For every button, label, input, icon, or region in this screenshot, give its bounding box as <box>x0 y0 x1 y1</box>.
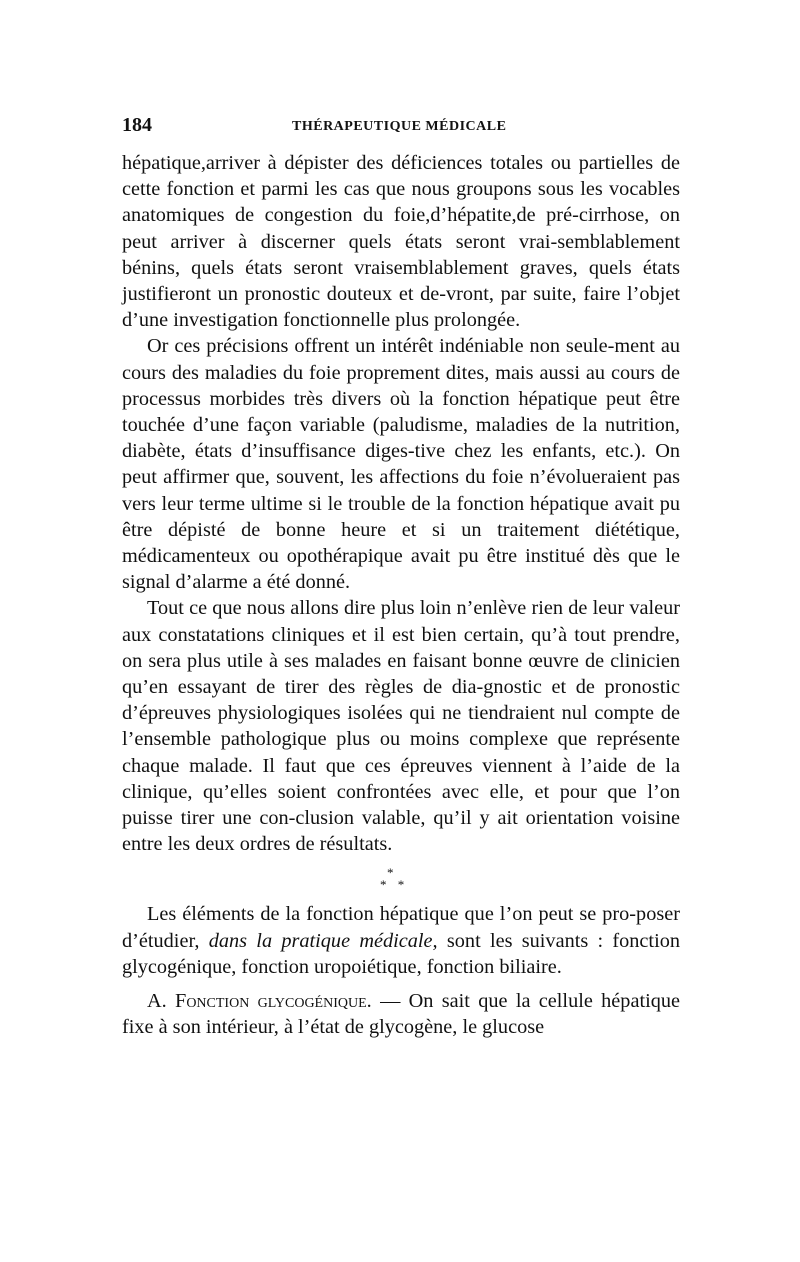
asterism-top: * <box>387 865 394 881</box>
paragraph-4-start: Les éléments de la fonction hépatique que l’on peut se pro-poser d’étudier, <box>122 903 680 952</box>
asterism-bottom: * * <box>380 877 409 893</box>
running-title: THÉRAPEUTIQUE MÉDICALE <box>292 119 507 134</box>
running-head <box>122 114 680 138</box>
paragraph-5-text: — On sait que la cellule hépatique fixe à son intérieur, à l’état de glycogène, le glucose <box>122 990 681 1039</box>
paragraph-3: Tout ce que nous allons dire plus loin n’enlève rien de leur valeur aux constatations cliniques et il est bien certain, qu’à tout prendre, on sera plus utile à ses malades en faisant bonne œuvre de clinicien qu’en essayant de tirer des règles de dia-gnostic et de pronostic d’épreuves physiologiques isolées qui ne tiendraient nul compte de l’ensemble pathologique plus ou moins complexe que représente chaque malade. Il faut que ces épreuves viennent à l’aide de la clinique, qu’elles soient confrontées avec elle, et pour que l’on puisse tirer une con-clusion valable, qu’il y ait orientation voisine entre les deux ordres de résultats. <box>122 597 680 856</box>
paragraph-4-end: sont les suivants : fonction glycogénique, fonction uropoiétique, fonction biliaire. <box>122 929 680 978</box>
section-heading-glycogenic: A. Fonction glycogénique. <box>147 990 372 1013</box>
section-separator <box>122 857 680 901</box>
paragraph-5 <box>122 988 680 1040</box>
page-number: 184 <box>122 114 152 136</box>
paragraph-2: Or ces précisions offrent un intérêt indéniable non seule-ment au cours des maladies du foie proprement dites, mais aussi au cours de processus morbides très divers où la fonction hépatique peut être touchée d’une façon variable (paludisme, maladies de la nutrition, diabète, états d’insuffisance diges-tive chez les enfants, etc.). On peut affirmer que, souvent, les affections du foie n’évolueraient pas vers leur terme ultime si le trouble de la fonction hépatique avait pu être dépisté de bonne heure et si un traitement diététique, médicamenteux ou opothérapique avait pu être institué dès que le signal d’alarme a été donné. <box>122 335 680 594</box>
paragraph-4 <box>122 901 680 980</box>
paragraph-1: hépatique,arriver à dépister des déficiences totales ou partielles de cette fonction et parmi les cas que nous groupons sous les vocables anatomiques de congestion du foie,d’hépatite,de pré-cirrhose, on peut arriver à discerner quels états seront vrai-semblablement bénins, quels états seront vraisemblablement graves, quels états justifieront un pronostic douteux et de-vront, par suite, faire l’objet d’une investigation fonctionnelle plus prolongée. <box>122 152 680 332</box>
paragraph-4-italic: dans la pratique médicale, <box>208 929 438 952</box>
body-text <box>122 150 680 1041</box>
